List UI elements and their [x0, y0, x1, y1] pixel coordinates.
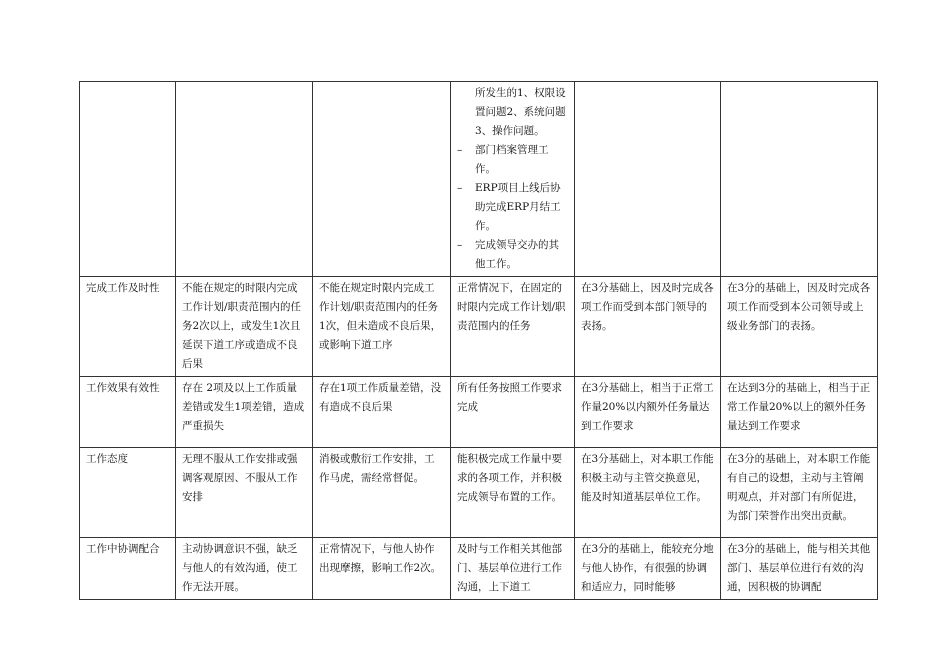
score-1-cell: 主动协调意识不强，缺乏与他人的有效沟通，使工作无法开展。 — [176, 538, 313, 600]
table-cell — [176, 82, 313, 277]
table-row — [80, 277, 878, 377]
score-1-cell: 无理不服从工作安排或强调客观原因、不服从工作安排 — [176, 448, 313, 538]
score-2-cell: 不能在规定时限内完成工作计划/职责范围内的任务1次，但未造成不良后果，或影响下道工序 — [313, 277, 451, 377]
criterion-label: 工作效果有效性 — [80, 377, 176, 448]
list-item: – ERP项目上线后协助完成ERP月结工作。 — [457, 179, 568, 236]
score-2-cell: 消极或敷衍工作安排，工作马虎，需经常督促。 — [313, 448, 451, 538]
table-cell — [721, 82, 878, 277]
score-2-cell: 正常情况下，与他人协作出现摩擦，影响工作2次。 — [313, 538, 451, 600]
table-row — [80, 377, 878, 448]
score-5-cell: 在3分的基础上，对本职工作能有自己的设想，主动与主管阐明观点，并对部门有所促进，为部门荣誉作出突出贡献。 — [721, 448, 878, 538]
criterion-label: 工作中协调配合 — [80, 538, 176, 600]
score-4-cell: 在3分的基础上，能较充分地与他人协作，有很强的协调和适应力，同时能够 — [575, 538, 721, 600]
score-3-cell: 正常情况下，在固定的时限内完成工作计划/职责范围内的任务 — [451, 277, 575, 377]
table-row — [80, 448, 878, 538]
criterion-label: 完成工作及时性 — [80, 277, 176, 377]
score-4-cell: 在3分基础上，对本职工作能积极主动与主管交换意见，能及时知道基层单位工作。 — [575, 448, 721, 538]
score-4-cell: 在3分基础上，因及时完成各项工作而受到本部门领导的表扬。 — [575, 277, 721, 377]
list-item: – 部门档案管理工作。 — [457, 141, 568, 179]
criterion-label: 工作态度 — [80, 448, 176, 538]
duties-list — [457, 84, 568, 274]
duties-cell — [451, 82, 575, 277]
score-3-cell: 能积极完成工作量中要求的各项工作，并积极完成领导布置的工作。 — [451, 448, 575, 538]
list-item: 所发生的1、权限设置问题2、系统问题3、操作问题。 — [475, 87, 566, 137]
table-cell — [575, 82, 721, 277]
score-5-cell: 在达到3分的基础上，相当于正常工作量20%以上的额外任务量达到工作要求 — [721, 377, 878, 448]
score-3-cell: 所有任务按照工作要求完成 — [451, 377, 575, 448]
evaluation-table — [79, 81, 878, 600]
table-row-continuation — [80, 82, 878, 277]
table-row — [80, 538, 878, 600]
score-1-cell: 不能在规定的时限内完成工作计划/职责范围内的任务2次以上，或发生1次且延误下道工序或造成不良后果 — [176, 277, 313, 377]
score-4-cell: 在3分基础上，相当于正常工作量20%以内额外任务量达到工作要求 — [575, 377, 721, 448]
score-5-cell: 在3分的基础上，能与相关其他部门、基层单位进行有效的沟通，因积极的协调配 — [721, 538, 878, 600]
score-3-cell: 及时与工作相关其他部门、基层单位进行工作沟通，上下道工 — [451, 538, 575, 600]
score-2-cell: 存在1项工作质量差错，没有造成不良后果 — [313, 377, 451, 448]
table-cell — [313, 82, 451, 277]
table-cell — [80, 82, 176, 277]
list-item: – 完成领导交办的其他工作。 — [457, 236, 568, 274]
score-5-cell: 在3分的基础上，因及时完成各项工作而受到本公司领导或上级业务部门的表扬。 — [721, 277, 878, 377]
score-1-cell: 存在 2项及以上工作质量差错或发生1项差错，造成严重损失 — [176, 377, 313, 448]
